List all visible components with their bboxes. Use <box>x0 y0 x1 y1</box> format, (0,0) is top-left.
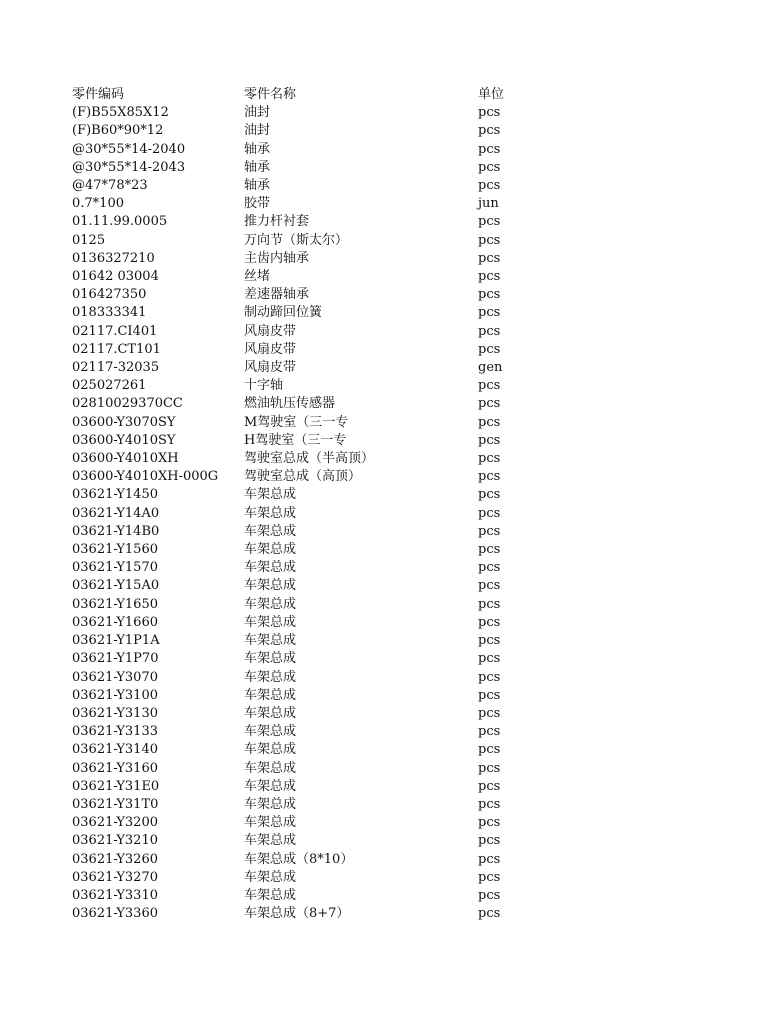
unit-cell: pcs <box>478 542 501 558</box>
part-code-cell: 03621-Y3140 <box>72 742 158 758</box>
part-name-cell: 风扇皮带 <box>244 323 297 339</box>
table-row <box>72 741 538 759</box>
part-code-cell: 0.7*100 <box>72 196 124 212</box>
part-name-cell: 胶带 <box>244 196 271 212</box>
part-code-cell: 03621-Y3360 <box>72 906 158 922</box>
part-name-cell: 车架总成 <box>244 614 297 630</box>
unit-cell: pcs <box>478 687 501 703</box>
table-row <box>72 705 538 723</box>
part-name-cell: 燃油轨压传感器 <box>244 396 336 412</box>
table-row <box>72 650 538 668</box>
unit-cell: pcs <box>478 523 501 539</box>
part-code-cell: 03600-Y3070SY <box>72 414 176 430</box>
part-code-cell: 01642 03004 <box>72 269 159 285</box>
part-name-cell: 丝堵 <box>244 269 271 285</box>
part-name-cell: 推力杆衬套 <box>244 214 310 230</box>
part-name-cell: 油封 <box>244 123 271 139</box>
table-row <box>72 796 538 814</box>
table-row <box>72 596 538 614</box>
unit-cell: pcs <box>478 487 501 503</box>
part-name-cell: 主齿内轴承 <box>244 250 310 266</box>
part-name-cell: 车架总成 <box>244 833 297 849</box>
table-row <box>72 905 538 923</box>
table-row <box>72 669 538 687</box>
table-row <box>72 159 538 177</box>
table-row <box>72 432 538 450</box>
part-name-cell: 车架总成 <box>244 505 297 521</box>
table-row <box>72 395 538 413</box>
unit-cell: pcs <box>478 742 501 758</box>
unit-cell: pcs <box>478 105 501 121</box>
part-code-cell: 03621-Y3260 <box>72 851 158 867</box>
unit-cell: pcs <box>478 250 501 266</box>
part-code-cell: 03621-Y15A0 <box>72 578 160 594</box>
part-name-cell: 轴承 <box>244 141 271 157</box>
part-code-cell: 03621-Y1P70 <box>72 651 159 667</box>
part-name-cell: 车架总成 <box>244 560 297 576</box>
unit-cell: pcs <box>478 178 501 194</box>
part-code-cell: 03621-Y3133 <box>72 724 158 740</box>
table-body <box>72 104 538 923</box>
part-code-cell: 03621-Y3160 <box>72 760 158 776</box>
part-name-cell: 车架总成 <box>244 651 297 667</box>
part-code-cell: 01.11.99.0005 <box>72 214 168 230</box>
part-code-cell: 03621-Y1P1A <box>72 633 160 649</box>
part-code-cell: @47*78*23 <box>72 178 148 194</box>
table-row <box>72 450 538 468</box>
part-name-cell: 车架总成 <box>244 778 297 794</box>
table-row <box>72 232 538 250</box>
table-row <box>72 323 538 341</box>
unit-cell: pcs <box>478 341 501 357</box>
part-code-cell: 03600-Y4010SY <box>72 432 176 448</box>
table-row <box>72 377 538 395</box>
table-row <box>72 122 538 140</box>
part-name-cell: 车架总成（8+7） <box>244 906 350 922</box>
unit-cell: pcs <box>478 305 501 321</box>
unit-cell: pcs <box>478 778 501 794</box>
part-name-cell: 驾驶室总成（高顶） <box>244 469 362 485</box>
unit-cell: pcs <box>478 833 501 849</box>
part-name-cell: 车架总成（8*10） <box>244 851 354 867</box>
part-code-cell: 03621-Y3070 <box>72 669 158 685</box>
part-code-cell: 02117.CT101 <box>72 341 161 357</box>
table-row <box>72 213 538 231</box>
part-code-cell: 0125 <box>72 232 106 248</box>
table-row <box>72 559 538 577</box>
unit-cell: pcs <box>478 232 501 248</box>
part-name-cell: 车架总成 <box>244 669 297 685</box>
part-code-cell: 016427350 <box>72 287 147 303</box>
part-name-cell: 车架总成 <box>244 705 297 721</box>
table-row <box>72 541 538 559</box>
table-header <box>72 86 538 104</box>
unit-cell: pcs <box>478 651 501 667</box>
part-code-cell: 03621-Y3100 <box>72 687 158 703</box>
unit-cell: pcs <box>478 869 501 885</box>
part-name-cell: 车架总成 <box>244 687 297 703</box>
table-row <box>72 195 538 213</box>
part-code-cell: (F)B60*90*12 <box>72 123 164 139</box>
unit-cell: pcs <box>478 469 501 485</box>
table-row <box>72 614 538 632</box>
table-row <box>72 341 538 359</box>
part-code-cell: 03621-Y3200 <box>72 815 158 831</box>
table-row <box>72 104 538 122</box>
unit-cell: pcs <box>478 633 501 649</box>
part-code-cell: 018333341 <box>72 305 147 321</box>
part-code-cell: (F)B55X85X12 <box>72 105 169 121</box>
table-row <box>72 468 538 486</box>
part-name-cell: 车架总成 <box>244 578 297 594</box>
part-name-cell: 车架总成 <box>244 796 297 812</box>
table-row <box>72 832 538 850</box>
part-code-cell: 02810029370CC <box>72 396 183 412</box>
table-row <box>72 887 538 905</box>
part-name-cell: 油封 <box>244 105 271 121</box>
unit-cell: pcs <box>478 323 501 339</box>
part-code-cell: 03621-Y14A0 <box>72 505 160 521</box>
table-row <box>72 286 538 304</box>
table-row <box>72 687 538 705</box>
part-code-cell: @30*55*14-2043 <box>72 159 186 175</box>
unit-cell: pcs <box>478 159 501 175</box>
part-code-cell: 03621-Y1650 <box>72 596 158 612</box>
part-name-cell: 车架总成 <box>244 742 297 758</box>
part-code-cell: 03621-Y31T0 <box>72 796 159 812</box>
part-code-cell: 03621-Y14B0 <box>72 523 160 539</box>
part-code-cell: 02117.CI401 <box>72 323 158 339</box>
part-name-cell: 轴承 <box>244 178 271 194</box>
part-name-cell: 车架总成 <box>244 887 297 903</box>
unit-cell: pcs <box>478 414 501 430</box>
unit-cell: pcs <box>478 796 501 812</box>
part-name-cell: 车架总成 <box>244 523 297 539</box>
part-name-cell: 车架总成 <box>244 724 297 740</box>
unit-cell: pcs <box>478 505 501 521</box>
unit-cell: pcs <box>478 141 501 157</box>
part-name-cell: 万向节（斯太尔） <box>244 232 349 248</box>
unit-cell: pcs <box>478 214 501 230</box>
unit-cell: pcs <box>478 432 501 448</box>
table-row <box>72 577 538 595</box>
table-row <box>72 359 538 377</box>
table-row <box>72 869 538 887</box>
table-row <box>72 250 538 268</box>
unit-cell: pcs <box>478 705 501 721</box>
part-name-cell: 制动蹄回位簧 <box>244 305 323 321</box>
unit-cell: pcs <box>478 596 501 612</box>
part-name-cell: 驾驶室总成（半高顶） <box>244 451 375 467</box>
part-name-cell: 车架总成 <box>244 596 297 612</box>
unit-cell: gen <box>478 360 503 376</box>
unit-cell: pcs <box>478 378 501 394</box>
part-name-cell: 车架总成 <box>244 487 297 503</box>
table-row <box>72 632 538 650</box>
part-name-cell: H驾驶室（三一专 <box>244 432 347 448</box>
part-name-cell: 十字轴 <box>244 378 284 394</box>
table-row <box>72 414 538 432</box>
part-name-cell: 车架总成 <box>244 869 297 885</box>
unit-cell: pcs <box>478 669 501 685</box>
table-row <box>72 814 538 832</box>
part-code-cell: 0136327210 <box>72 250 155 266</box>
part-name-cell: 风扇皮带 <box>244 360 297 376</box>
unit-cell: pcs <box>478 815 501 831</box>
unit-cell: pcs <box>478 269 501 285</box>
unit-cell: pcs <box>478 287 501 303</box>
table-row <box>72 851 538 869</box>
header-row <box>72 86 538 104</box>
part-name-cell: 车架总成 <box>244 633 297 649</box>
part-code-cell: 025027261 <box>72 378 147 394</box>
unit-cell: pcs <box>478 760 501 776</box>
part-code-cell: 03621-Y3310 <box>72 887 158 903</box>
part-name-cell: 轴承 <box>244 159 271 175</box>
unit-cell: pcs <box>478 906 501 922</box>
part-name-cell: 车架总成 <box>244 760 297 776</box>
unit-cell: pcs <box>478 851 501 867</box>
table-row <box>72 723 538 741</box>
table-row <box>72 505 538 523</box>
part-code-cell: 03621-Y3210 <box>72 833 158 849</box>
unit-cell: pcs <box>478 724 501 740</box>
table-row <box>72 141 538 159</box>
table-row <box>72 760 538 778</box>
unit-cell: pcs <box>478 123 501 139</box>
header-unit: 单位 <box>478 87 505 102</box>
table-row <box>72 177 538 195</box>
unit-cell: pcs <box>478 560 501 576</box>
parts-table <box>72 86 538 923</box>
unit-cell: pcs <box>478 887 501 903</box>
part-code-cell: 02117-32035 <box>72 360 160 376</box>
part-code-cell: 03621-Y1660 <box>72 614 158 630</box>
part-name-cell: M驾驶室（三一专 <box>244 414 349 430</box>
header-part-code: 零件编码 <box>72 87 125 102</box>
part-code-cell: 03621-Y1560 <box>72 542 158 558</box>
part-code-cell: 03621-Y1570 <box>72 560 158 576</box>
part-code-cell: 03621-Y3130 <box>72 705 158 721</box>
part-code-cell: 03600-Y4010XH <box>72 451 179 467</box>
unit-cell: jun <box>478 196 499 212</box>
part-code-cell: 03621-Y3270 <box>72 869 158 885</box>
unit-cell: pcs <box>478 396 501 412</box>
table-row <box>72 778 538 796</box>
part-name-cell: 车架总成 <box>244 815 297 831</box>
header-part-name: 零件名称 <box>244 87 297 102</box>
part-name-cell: 差速器轴承 <box>244 287 310 303</box>
table-row <box>72 486 538 504</box>
part-code-cell: 03600-Y4010XH-000G <box>72 469 219 485</box>
table-row <box>72 268 538 286</box>
part-code-cell: 03621-Y1450 <box>72 487 158 503</box>
part-code-cell: @30*55*14-2040 <box>72 141 186 157</box>
part-name-cell: 风扇皮带 <box>244 341 297 357</box>
table-row <box>72 304 538 322</box>
part-code-cell: 03621-Y31E0 <box>72 778 160 794</box>
unit-cell: pcs <box>478 451 501 467</box>
part-name-cell: 车架总成 <box>244 542 297 558</box>
unit-cell: pcs <box>478 578 501 594</box>
table-row <box>72 523 538 541</box>
unit-cell: pcs <box>478 614 501 630</box>
